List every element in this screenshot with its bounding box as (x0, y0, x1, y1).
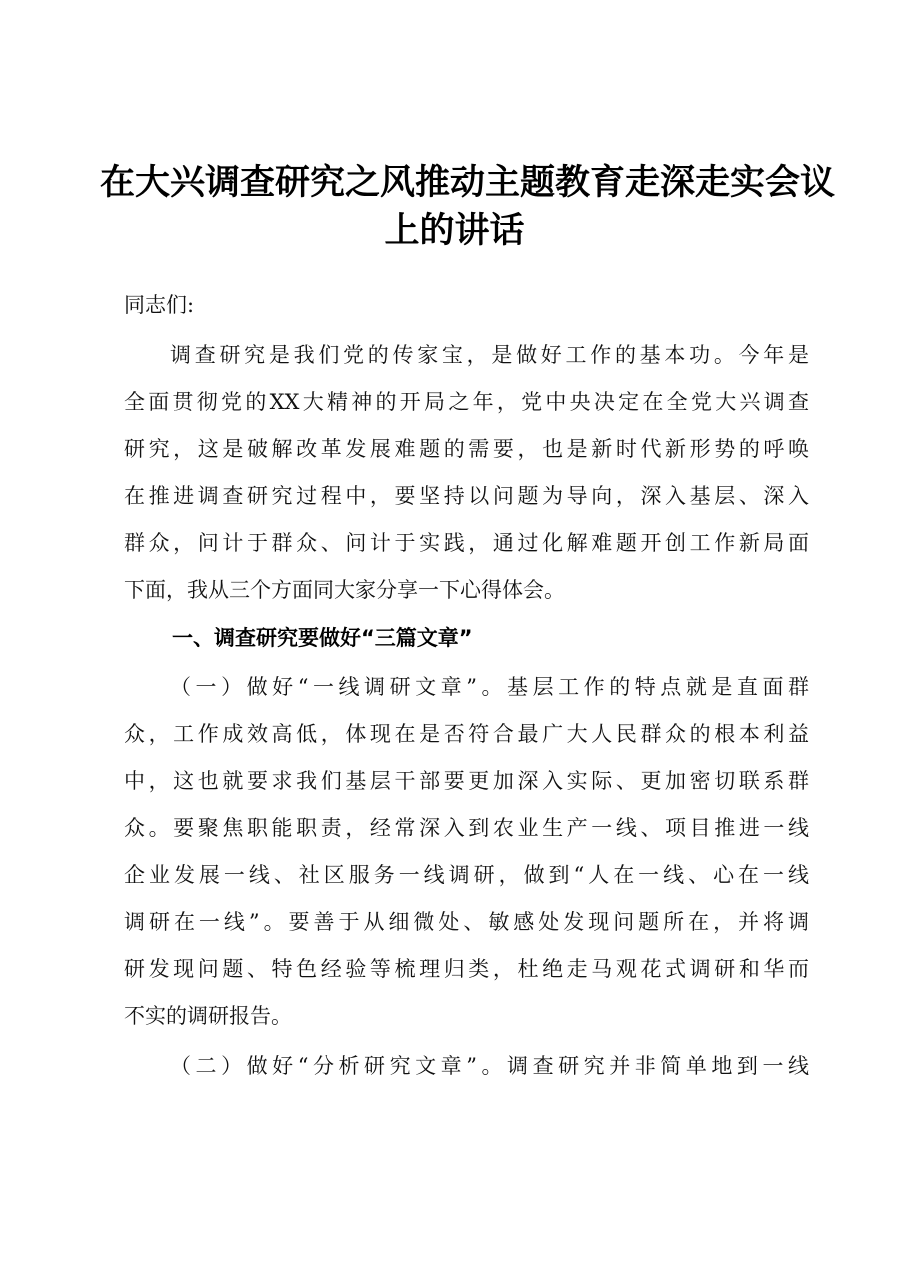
paragraph-line: 调查研究是我们党的传家宝，是做好工作的基本功。今年是 (170, 343, 809, 367)
paragraph-line: 下面，我从三个方面同大家分享一下心得体会。 (124, 578, 565, 602)
paragraph-line: 群众，问计于群众、问计于实践，通过化解难题开创工作新局面 (124, 531, 809, 555)
paragraph-line: 研发现问题、特色经验等梳理归类，杜绝走马观花式调研和华而 (124, 957, 809, 981)
paragraph-line: 中，这也就要求我们基层干部要更加深入实际、更加密切联系群 (124, 769, 809, 793)
paragraph-line: 不实的调研报告。 (124, 1004, 292, 1028)
section-heading: 一、调查研究要做好“三篇文章” (172, 626, 473, 650)
document-title-line-1: 在大兴调查研究之风推动主题教育走深走实会议 (100, 162, 836, 203)
paragraph-line: （二）做好“分析研究文章”。调查研究并非简单地到一线 (170, 1054, 809, 1078)
document-title-line-2: 上的讲话 (384, 210, 525, 251)
paragraph-line: 在推进调查研究过程中，要坚持以问题为导向，深入基层、深入 (124, 484, 809, 508)
paragraph-line: （一）做好“一线调研文章”。基层工作的特点就是直面群 (170, 675, 809, 699)
paragraph-line: 众，工作成效高低，体现在是否符合最广大人民群众的根本利益 (124, 722, 809, 746)
paragraph-line: 调研在一线”。要善于从细微处、敏感处发现问题所在，并将调 (124, 910, 809, 934)
paragraph-line: 研究，这是破解改革发展难题的需要，也是新时代新形势的呼唤 (124, 437, 809, 461)
salutation: 同志们: (124, 293, 195, 317)
paragraph-line: 众。要聚焦职能职责，经常深入到农业生产一线、项目推进一线 (124, 816, 809, 840)
paragraph-line: 企业发展一线、社区服务一线调研，做到“人在一线、心在一线 (124, 863, 809, 887)
paragraph-line: 全面贯彻党的XX大精神的开局之年，党中央决定在全党大兴调查 (124, 390, 809, 414)
